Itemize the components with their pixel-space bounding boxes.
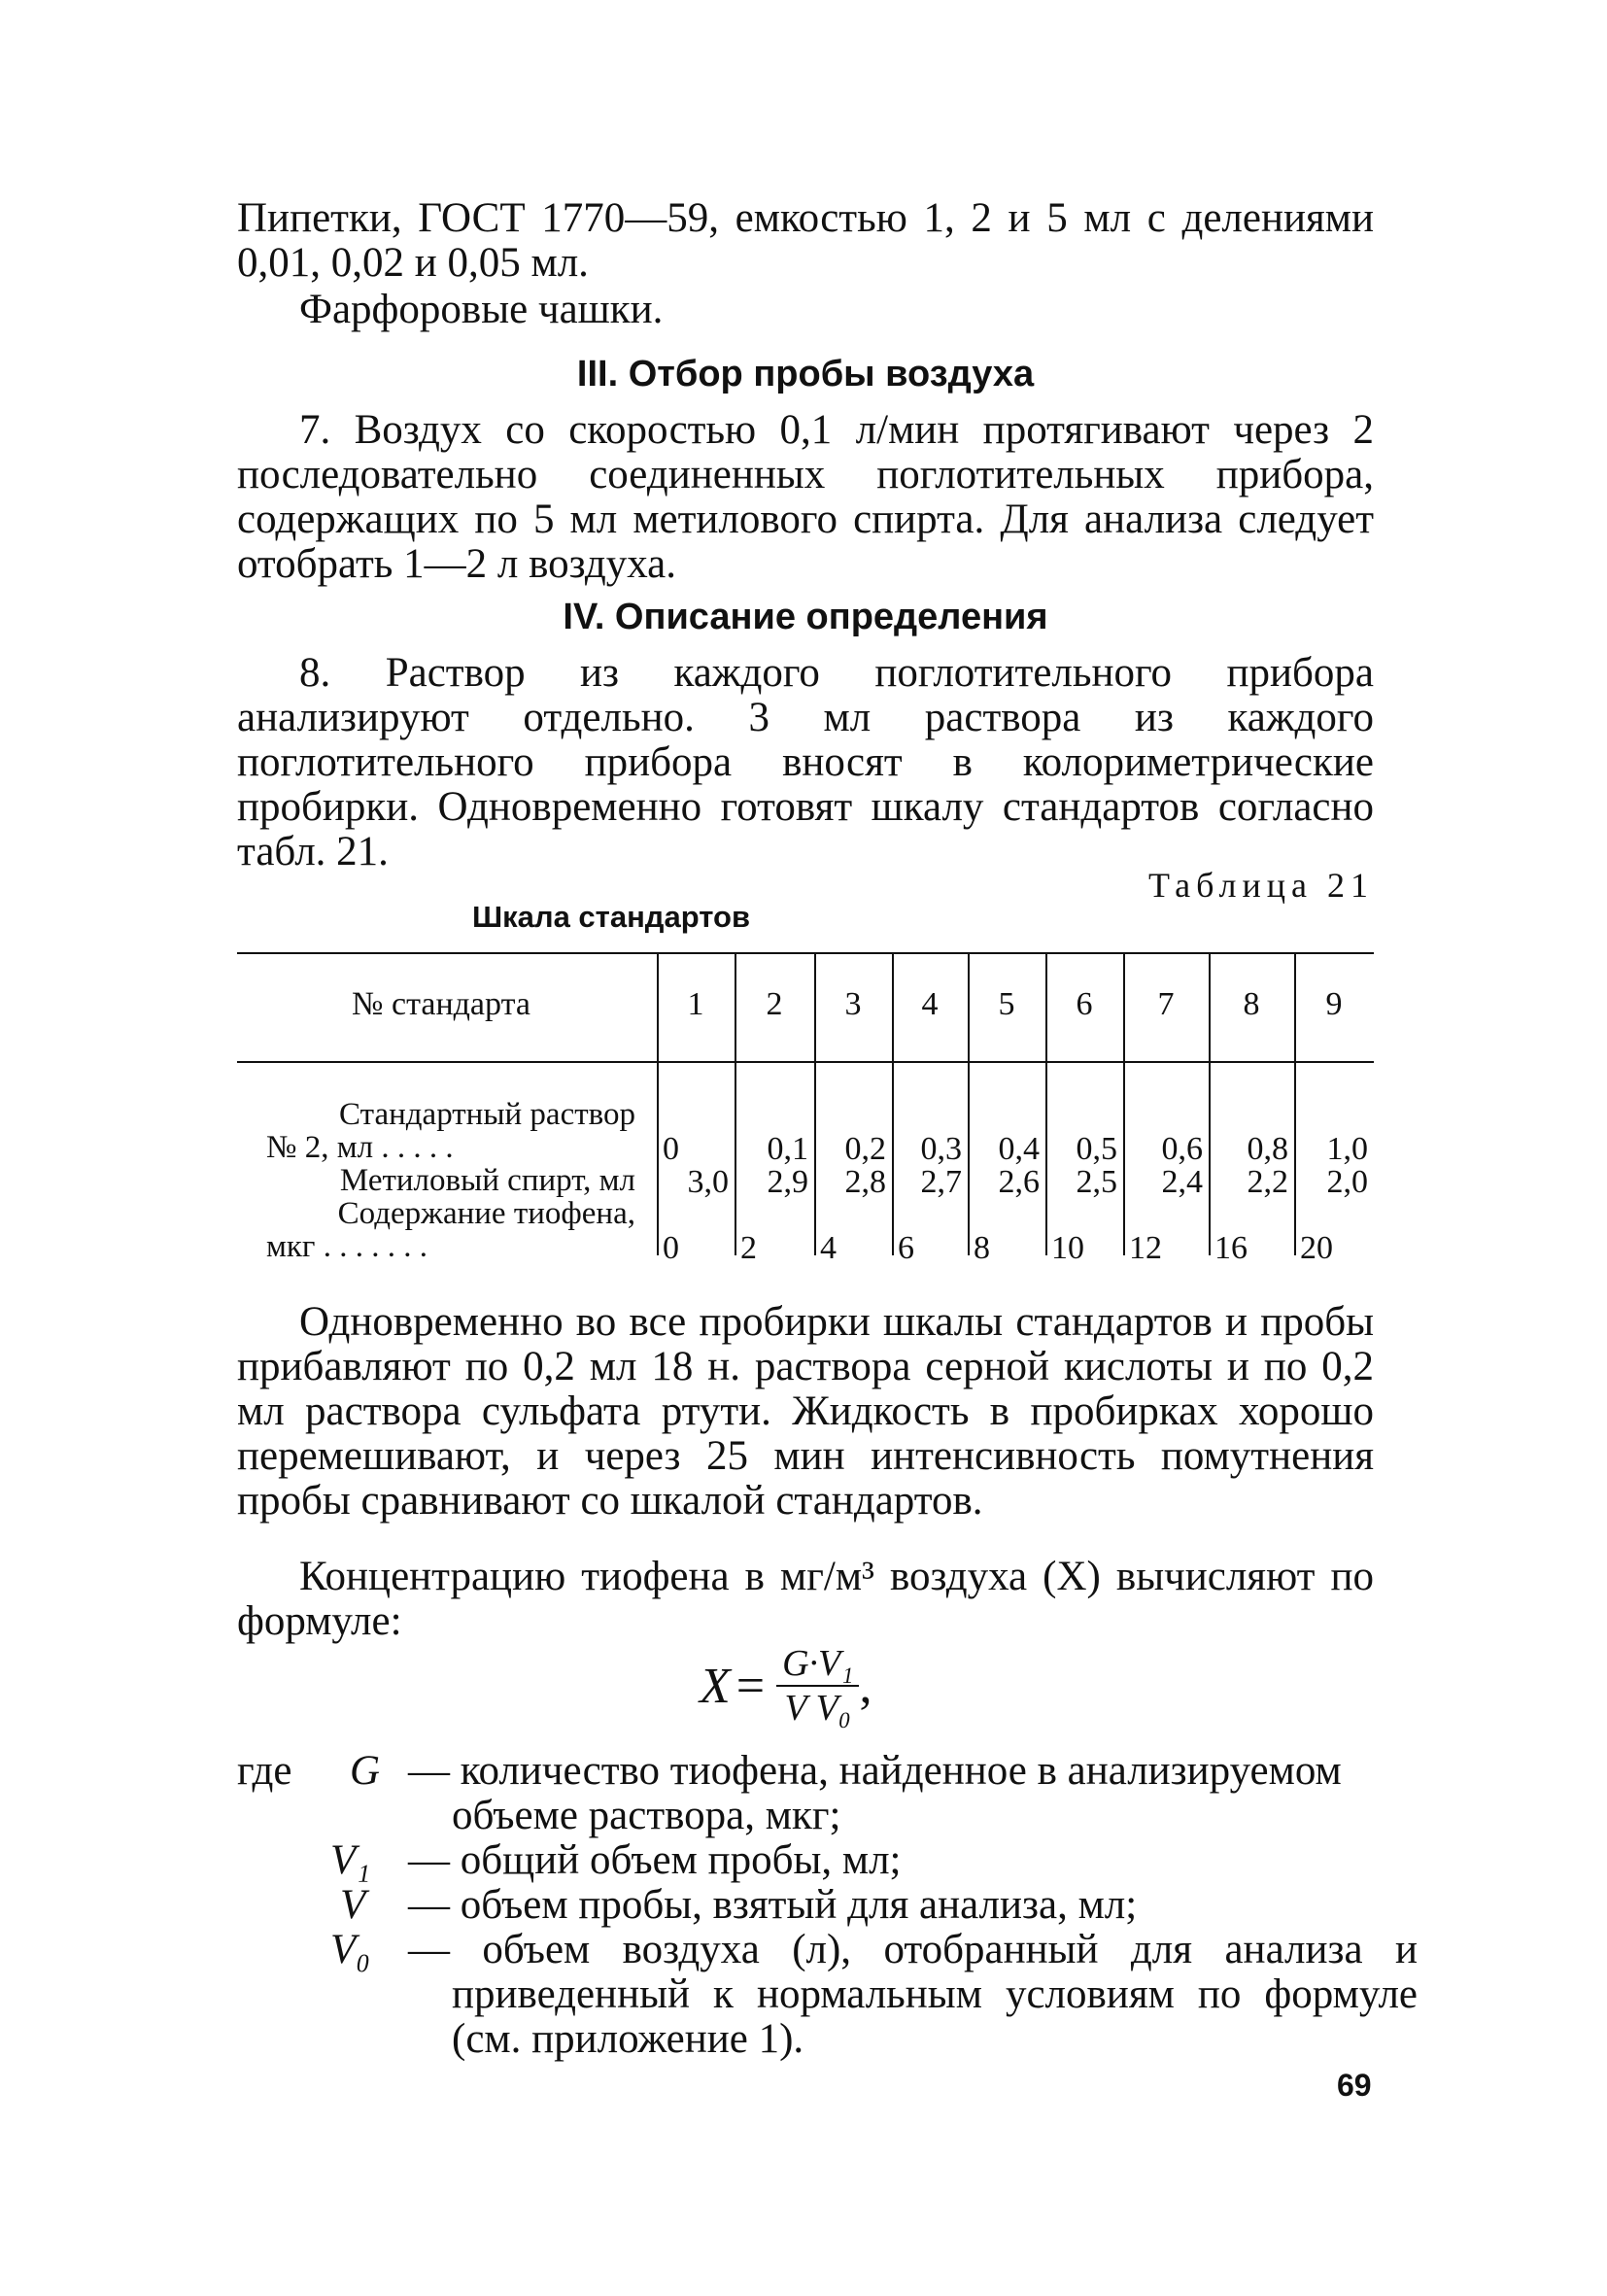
table-cell: 0: [663, 1131, 679, 1167]
table-title: Шкала стандартов: [471, 900, 751, 934]
pipettes-paragraph: Пипетки, ГОСТ 1770—59, емкостью 1, 2 и 5 мл с делениями 0,01, 0,02 и 0,05 мл.: [237, 195, 1374, 286]
formula-equals: =: [735, 1658, 766, 1714]
table-header-column: 5: [998, 986, 1015, 1022]
table-cell: 2,2: [1247, 1164, 1288, 1200]
table-cell: 10: [1051, 1230, 1084, 1266]
table-cell: 20: [1300, 1230, 1333, 1266]
table-cell: 0,1: [767, 1131, 808, 1167]
table-cell: 0,3: [920, 1131, 962, 1167]
after-table-paragraph-2: Концентрацию тиофена в мг/м³ воздуха (X) вычисляют по формуле:: [237, 1554, 1374, 1644]
table-cell: 2,4: [1161, 1164, 1203, 1200]
cups-paragraph: Фарфоровые чашки.: [299, 287, 664, 332]
table-header-rule: [237, 1061, 1374, 1063]
table-cell: 0,2: [844, 1131, 886, 1167]
table-cell: 0,5: [1076, 1131, 1117, 1167]
table-cell: 0,6: [1161, 1131, 1203, 1167]
row-label-thiophene-content: Содержание тиофена, мкг . . . . . . .: [266, 1196, 635, 1264]
table-cell: 2,5: [1076, 1164, 1117, 1200]
formula-numerator: G·V₁: [776, 1642, 859, 1687]
section-3-heading: III. Отбор пробы воздуха: [576, 354, 1035, 394]
formula: [700, 1642, 872, 1730]
table-cell: 2,6: [998, 1164, 1040, 1200]
table-cell: 2,7: [920, 1164, 962, 1200]
table-header-column: 1: [687, 986, 704, 1022]
table-cell: 2,0: [1326, 1164, 1368, 1200]
table-header-column: 3: [844, 986, 862, 1022]
table-header-column: 7: [1157, 986, 1175, 1022]
table-header-column: 2: [766, 986, 783, 1022]
table-cell: 0: [663, 1230, 679, 1266]
table-label: Таблица 21: [1148, 866, 1374, 905]
row-label-standard-solution: Стандартный раствор № 2, мл . . . . .: [266, 1097, 635, 1165]
definitions-where: где: [237, 1748, 292, 1794]
row-label-methyl-alcohol: Метиловый спирт, мл: [339, 1163, 635, 1198]
table-header-column: 8: [1243, 986, 1260, 1022]
table-cell: 4: [820, 1230, 837, 1266]
table-top-rule: [237, 952, 1374, 954]
table-cell: 0,4: [998, 1131, 1040, 1167]
paragraph-7: 7. Воздух со скоростью 0,1 л/мин протягивают через 2 последовательно соединенных поглотительных прибора, содержащих по 5 мл метилового спирта. Для анализа следует отобрать 1—2 л воздуха.: [237, 407, 1374, 587]
table-cell: 6: [898, 1230, 914, 1266]
table-cell: 2,9: [767, 1164, 808, 1200]
table-cell: 16: [1214, 1230, 1248, 1266]
paragraph-8: 8. Раствор из каждого поглотительного прибора анализируют отдельно. 3 мл раствора из каждого поглотительного прибора вносят в колориметрические пробирки. Одновременно готовят шкалу стандартов согласно табл. 21.: [237, 650, 1374, 874]
table-cell: 3,0: [687, 1164, 729, 1200]
table-header-column: 4: [921, 986, 939, 1022]
table-header-column: 9: [1325, 986, 1343, 1022]
table-header-label: № стандарта: [352, 986, 530, 1022]
table-cell: 12: [1129, 1230, 1162, 1266]
document-page: Пипетки, ГОСТ 1770—59, емкостью 1, 2 и 5 мл с делениями 0,01, 0,02 и 0,05 мл. Фарфоровые чашки. III. Отбор пробы воздуха 7. Воздух со скоростью 0,1 л/мин протягивают через 2 последовательно соединенных поглотительных прибора, содержащих по 5 мл метилового спирта. Для анализа следует отобрать 1—2 л воздуха. IV. Описание определения 8. Раствор из каждого поглотительного прибора анализируют отдельно. 3 мл раствора из каждого поглотительного прибора вносят в колориметрические пробирки. Одновременно готовят шкалу стандартов согласно табл. 21. Таблица 21 Шкала стандартов № стандарта 1 2 3 4 5 6 7 8 9 Стандартный раствор № 2, мл . . . . . Метиловый спирт, мл Содержание тиофена, мкг . . . . . . . 0 0,1 0,2 0,3 0,4 0,5 0,6 0,8 1,0 3,0 2,9 2,8 2,7 2,6 2,5 2,4 2,2 2,0 0 2 4 6 8 10 12 16 20 Одновременно во все пробирки шкалы стандартов и пробы прибавляют по 0,2 мл 18 н. раствора серной кислоты и по 0,2 мл раствора сульфата ртути. Жидкость в пробирках хорошо перемешивают, и через 25 мин интенсивность помутнения пробы сравнивают со шкалой стандартов. Концентрацию тиофена в мг/м³ воздуха (X) вычисляют по формуле: X = $\frac{\text{G·V₁}}{\text{V V₀}}$ , где G — количество тиофена, найденное в анализируемом объеме раствора, мкг; V₁ — общий объем пробы, мл; V — объем пробы, взятый для анализа, мл; V₀ — объем воздуха (л), отобранный для анализа и приведенный к нормальным условиям по формуле (см. приложение 1). 69: [237, 195, 1418, 2103]
table-cell: 2,8: [844, 1164, 886, 1200]
table-cell: 8: [974, 1230, 990, 1266]
table-header-column: 6: [1076, 986, 1093, 1022]
table-cell: 1,0: [1326, 1131, 1368, 1167]
after-table-paragraph-1: Одновременно во все пробирки шкалы стандартов и пробы прибавляют по 0,2 мл 18 н. раствора серной кислоты и по 0,2 мл раствора сульфата ртути. Жидкость в пробирках хорошо перемешивают, и через 25 мин интенсивность помутнения пробы сравнивают со шкалой стандартов.: [237, 1299, 1374, 1524]
table-cell: 2: [740, 1230, 757, 1266]
formula-lhs: X: [700, 1658, 731, 1714]
formula-denominator: V V₀: [784, 1688, 851, 1729]
table-cell: 0,8: [1247, 1131, 1288, 1167]
formula-fraction: [776, 1642, 859, 1730]
section-4-heading: IV. Описание определения: [563, 597, 1048, 637]
formula-comma: ,: [859, 1658, 872, 1714]
page-number: 69: [1337, 2068, 1372, 2103]
